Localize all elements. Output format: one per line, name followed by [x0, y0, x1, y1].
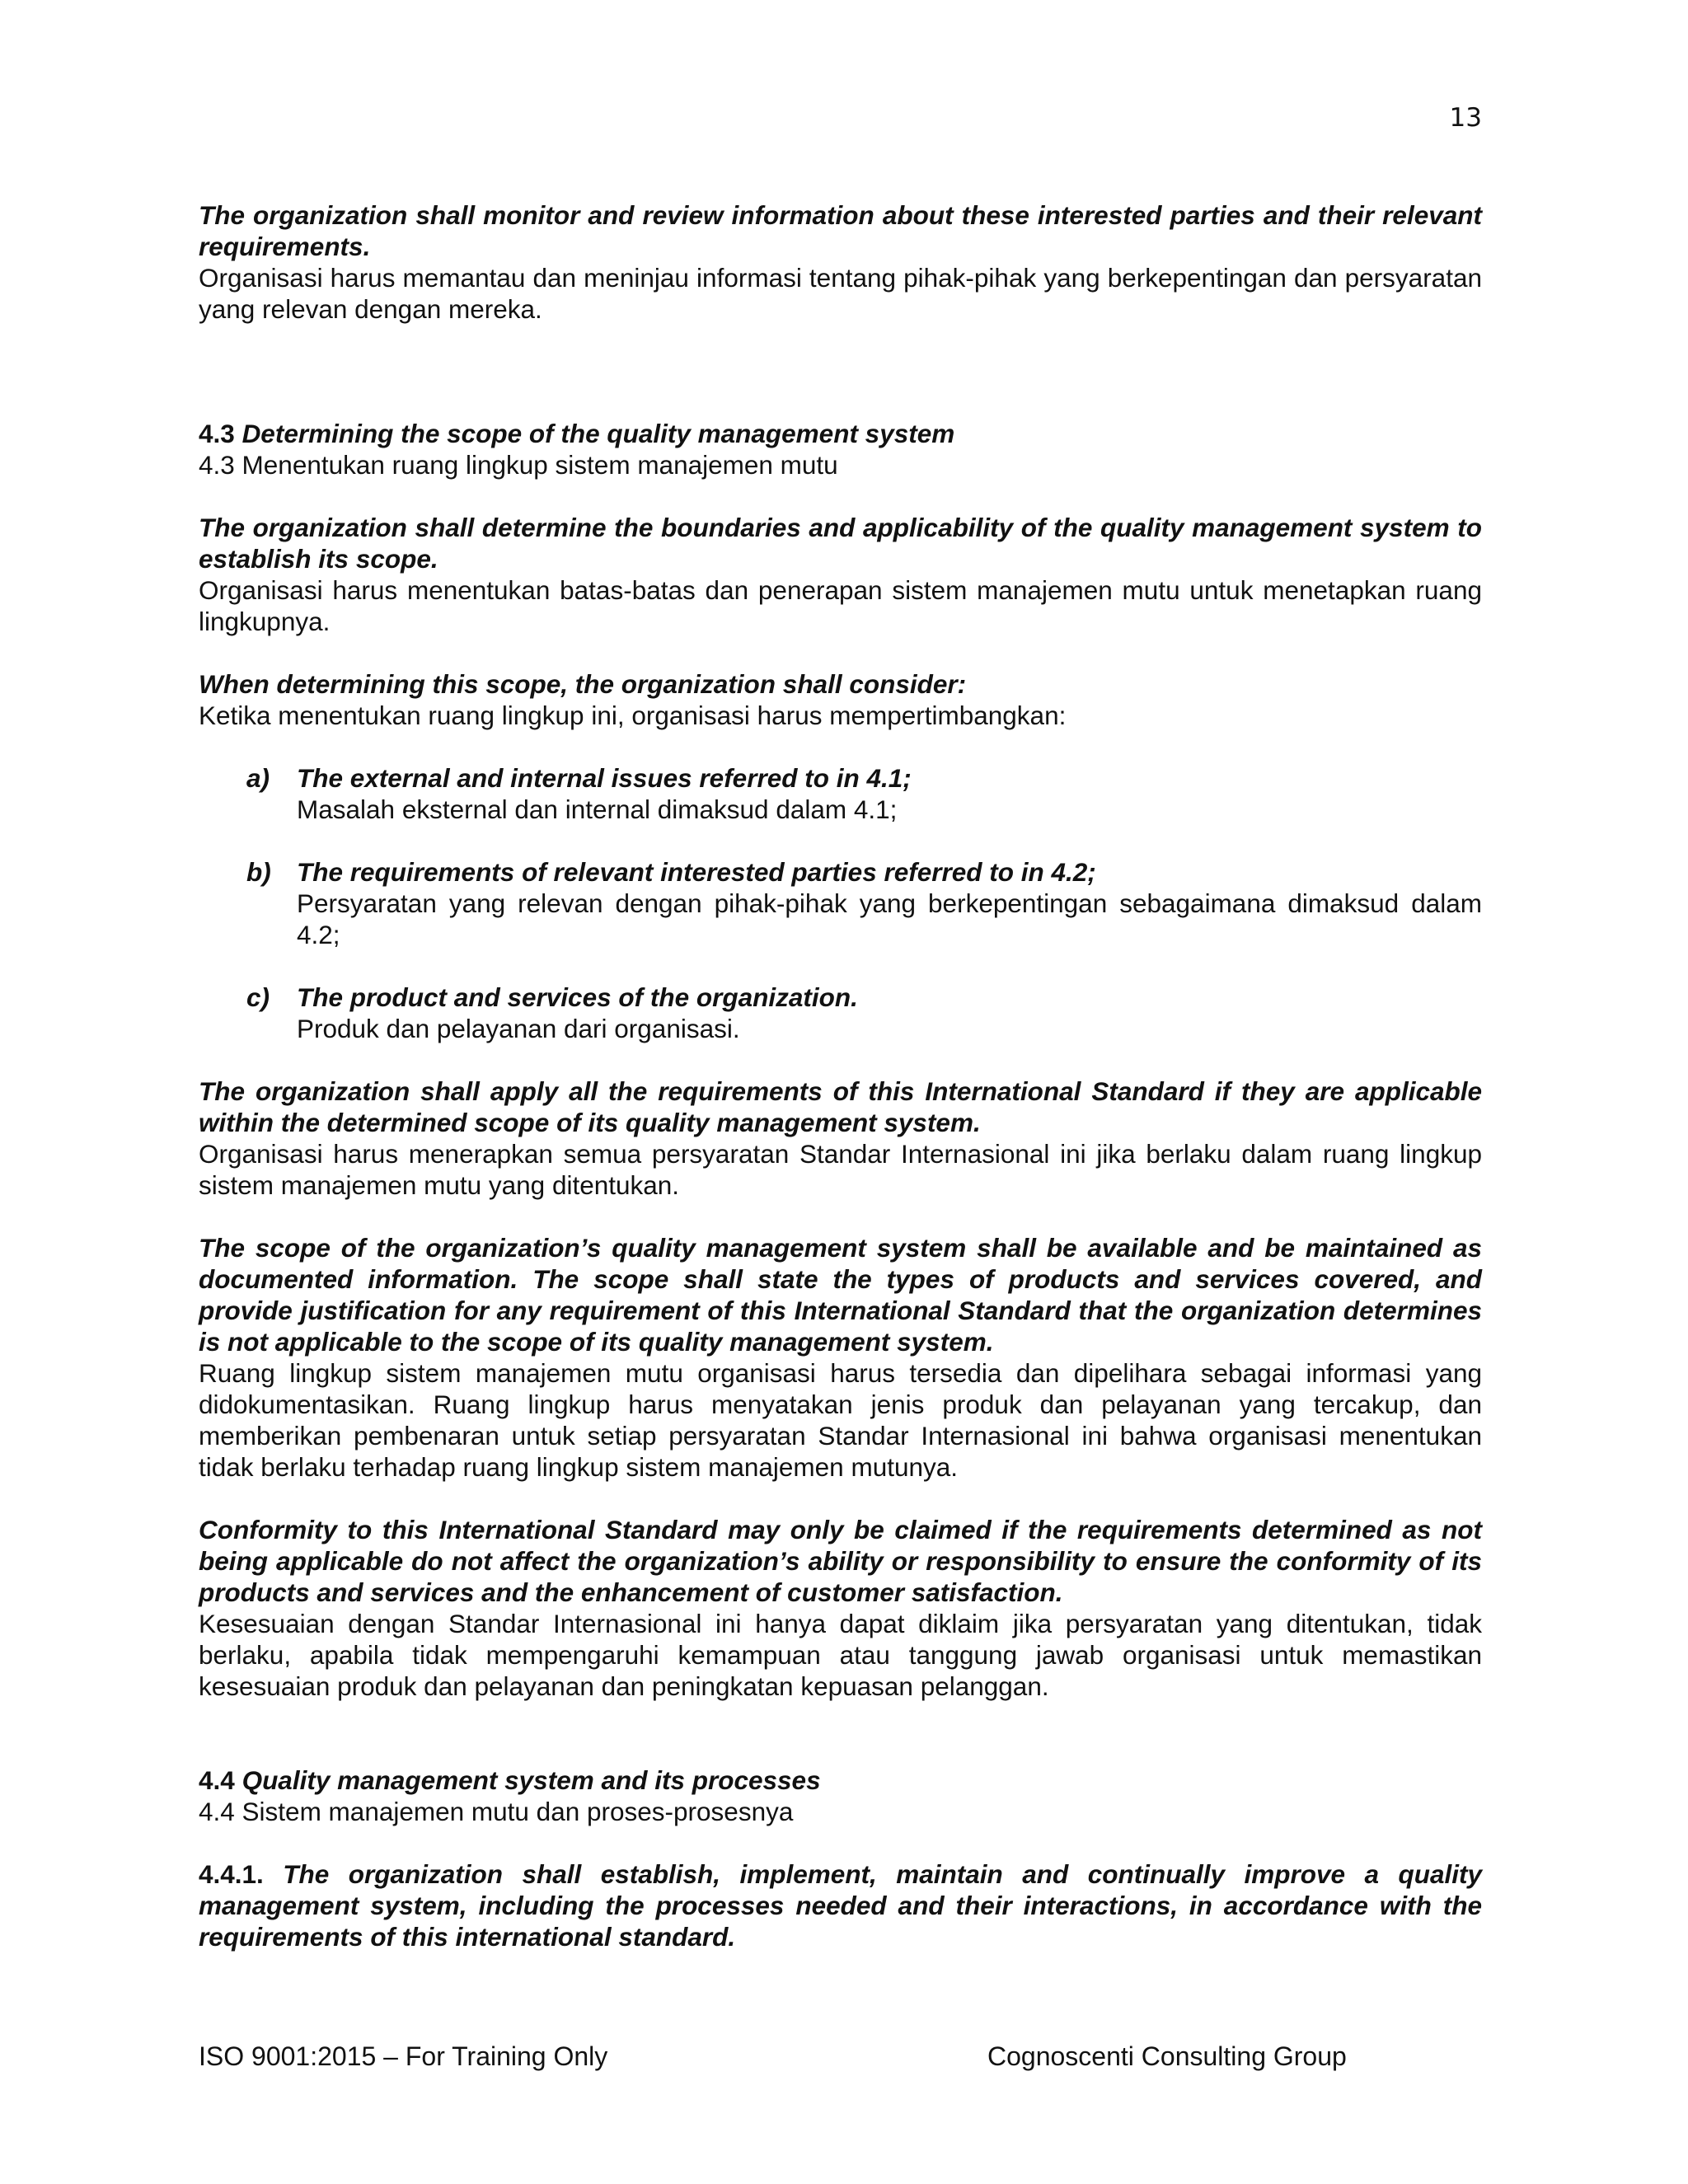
conformity-indonesian: Kesesuaian dengan Standar Internasional ini hanya dapat diklaim jika persyaratan yang ditentukan, tidak berlaku, apabila tidak mempengaruhi kemampuan atau tanggung jawab organisasi untuk memastikan kesesuaian produk dan pelayanan dan peningkatan kepuasan pelanggan. — [199, 1609, 1482, 1701]
section-4-3-heading — [199, 418, 1482, 449]
list-item-english: The product and services of the organization. — [297, 982, 858, 1012]
monitor-english: The organization shall monitor and review information about these interested parties and their relevant requirements. — [199, 200, 1482, 261]
list-item-a — [199, 762, 1482, 825]
apply-indonesian: Organisasi harus menerapkan semua persyaratan Standar Internasional ini jika berlaku dalam ruang lingkup sistem manajemen mutu yang ditentukan. — [199, 1139, 1482, 1200]
consider-indonesian: Ketika menentukan ruang lingkup ini, organisasi harus mempertimbangkan: — [199, 701, 1067, 730]
section-4-4-indonesian: 4.4 Sistem manajemen mutu dan proses-prosesnya — [199, 1797, 794, 1826]
list-item-indonesian: Produk dan pelayanan dari organisasi. — [297, 1014, 740, 1043]
document-body — [199, 199, 1482, 1952]
list-item-english: The external and internal issues referred to in 4.1; — [297, 763, 912, 793]
section-4-4-heading — [199, 1765, 1482, 1796]
monitor-indonesian: Organisasi harus memantau dan meninjau informasi tentang pihak-pihak yang berkepentingan dan persyaratan yang relevan dengan mereka. — [199, 263, 1482, 324]
section-4-4-number: 4.4 — [199, 1765, 235, 1795]
list-item-c — [199, 982, 1482, 1044]
list-item-indonesian: Masalah eksternal dan internal dimaksud dalam 4.1; — [297, 794, 898, 824]
section-4-4-1-english: The organization shall establish, implement, maintain and continually improve a quality management system, including the processes needed and their interactions, in accordance with the requirements of this international standard. — [199, 1859, 1482, 1952]
conformity-english: Conformity to this International Standard may only be claimed if the requirements determined as not being applicable do not affect the organization’s ability or responsibility to ensure the conformity of its products and services and the enhancement of customer satisfaction. — [199, 1515, 1482, 1607]
scope-indonesian: Ruang lingkup sistem manajemen mutu organisasi harus tersedia dan dipelihara sebagai informasi yang didokumentasikan. Ruang lingkup harus menyatakan jenis produk dan pelayanan yang tercakup, dan memberikan pembenaran untuk setiap persyaratan Standar Internasional ini bahwa organisasi menentukan tidak berlaku terhadap ruang lingkup sistem manajemen mutunya. — [199, 1358, 1482, 1482]
scope-english: The scope of the organization’s quality management system shall be available and be maintained as documented information. The scope shall state the types of products and services covered, and provide justification for any requirement of this International Standard that the organization determines is not applicable to the scope of its quality management system. — [199, 1233, 1482, 1357]
list-marker: a) — [246, 763, 270, 793]
section-4-4-1-number: 4.4.1. — [199, 1859, 264, 1889]
section-4-3-indonesian: 4.3 Menentukan ruang lingkup sistem manajemen mutu — [199, 450, 838, 480]
list-marker: c) — [246, 982, 270, 1012]
footer-left-text: ISO 9001:2015 – For Training Only — [199, 2041, 608, 2071]
boundaries-english: The organization shall determine the boundaries and applicability of the quality management system to establish its scope. — [199, 513, 1482, 574]
section-4-4-1-paragraph — [199, 1858, 1482, 1952]
list-item-english: The requirements of relevant interested parties referred to in 4.2; — [297, 857, 1096, 887]
section-4-3-title: Determining the scope of the quality management system — [241, 419, 955, 448]
list-item-indonesian: Persyaratan yang relevan dengan pihak-pihak yang berkepentingan sebagaimana dimaksud dalam 4.2; — [297, 888, 1482, 949]
footer-right-text: Cognoscenti Consulting Group — [987, 2041, 1347, 2071]
section-4-3-number: 4.3 — [199, 419, 235, 448]
consider-english: When determining this scope, the organization shall consider: — [199, 669, 967, 699]
list-item-b — [199, 856, 1482, 950]
apply-english: The organization shall apply all the requirements of this International Standard if they are applicable within the determined scope of its quality management system. — [199, 1076, 1482, 1137]
boundaries-indonesian: Organisasi harus menentukan batas-batas dan penerapan sistem manajemen mutu untuk menetapkan ruang lingkupnya. — [199, 575, 1482, 636]
list-marker: b) — [246, 857, 271, 887]
page-number: 13 — [1449, 103, 1482, 133]
section-4-4-title: Quality management system and its processes — [241, 1765, 821, 1795]
